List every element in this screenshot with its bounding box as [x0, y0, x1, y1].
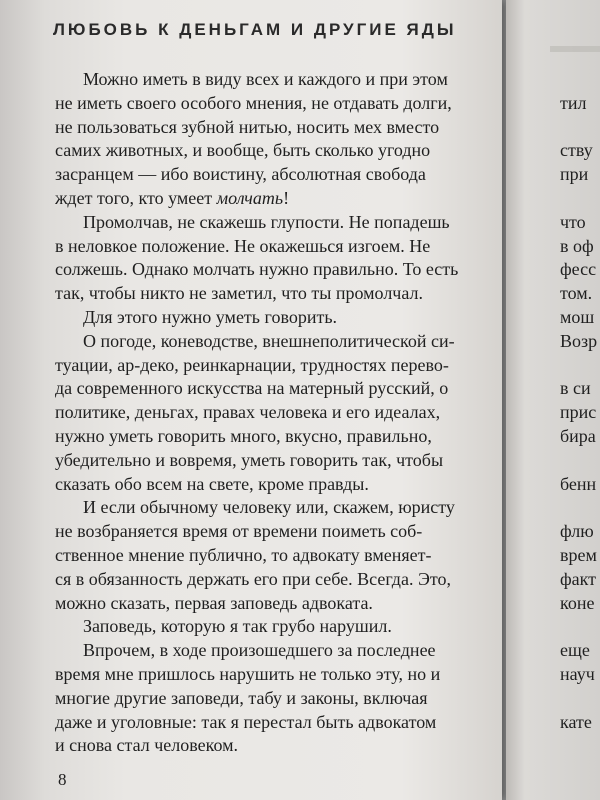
text-line: ся в обязанность держать его при себе. Всегда. Это,: [55, 568, 451, 589]
text-line: ственное мнение публично, то адвокату вменяет-: [55, 544, 432, 565]
text-line: не пользоваться зубной нитью, носить мех вместо: [55, 116, 440, 137]
running-head: ЛЮБОВЬ К ДЕНЬГАМ И ДРУГИЕ ЯДЫ: [53, 20, 457, 39]
facing-text-fragment: [560, 687, 600, 711]
facing-text-fragment: [560, 354, 600, 378]
facing-text-fragment: науч: [560, 663, 595, 684]
text-line: убедительно и вовремя, уметь говорить так, чтобы: [55, 449, 444, 470]
text-line: так, чтобы никто не заметил, что ты промолчал.: [55, 283, 423, 304]
emphasis: молчать: [216, 187, 284, 208]
text-line: туации, ар-деко, реинкарнации, трудностях перево-: [55, 354, 449, 375]
text-line: солжешь. Однако молчать нужно правильно. То есть: [55, 259, 459, 280]
book-page-right: [506, 0, 600, 800]
text-line: не иметь своего особого мнения, не отдавать долги,: [55, 92, 452, 113]
facing-text-fragment: [560, 615, 600, 639]
text-line: да современного искусства на матерный русский, о: [55, 378, 449, 399]
facing-text-fragment: [560, 68, 600, 92]
facing-text-fragment: в оф: [560, 235, 594, 256]
text-line: Для этого нужно уметь говорить.: [83, 306, 338, 327]
facing-text-fragment: ству: [560, 140, 593, 161]
facing-text-fragment: [560, 496, 600, 520]
facing-text-fragment: прис: [560, 402, 597, 423]
facing-text-fragment: том.: [560, 283, 593, 304]
facing-text-fragment: врем: [560, 544, 597, 565]
text-line: время мне пришлось нарушить не только эту, но и: [55, 663, 441, 684]
facing-text-fragment: бира: [560, 425, 596, 446]
text-line: нужно уметь говорить много, вкусно, правильно,: [55, 425, 432, 446]
facing-text-fragment: в си: [560, 378, 591, 399]
text-line: самих животных, и вообще, быть сколько угодно: [55, 140, 431, 161]
text-line: политике, деньгах, правах человека и его идеалах,: [55, 402, 441, 423]
facing-text-fragment: бенн: [560, 473, 597, 494]
facing-text-fragment: коне: [560, 592, 595, 613]
text-line: О погоде, коневодстве, внешнеполитической си-: [83, 330, 455, 351]
text-line: не возбраняется время от времени поиметь соб-: [55, 521, 423, 542]
text-line: Впрочем, в ходе произошедшего за последнее: [83, 640, 436, 661]
facing-text-fragment: фесс: [560, 259, 597, 280]
text-line: засранцем — ибо воистину, абсолютная свобода: [55, 164, 426, 185]
facing-text-fragment: факт: [560, 568, 597, 589]
facing-text-fragment: [560, 449, 600, 473]
text-line: Заповедь, которую я так грубо нарушил.: [83, 616, 392, 637]
text-line: и снова стал человеком.: [55, 735, 238, 756]
facing-text-fragment: Возр: [560, 330, 598, 351]
facing-text-fragment: мош: [560, 306, 595, 327]
text-line: в неловкое положение. Не окажешься изгоем. Не: [55, 235, 431, 256]
text-line: можно сказать, первая заповедь адвоката.: [55, 592, 373, 613]
text-line: Можно иметь в виду всех и каждого и при этом: [83, 69, 448, 89]
text-line: даже и уголовные: так я перестал быть адвокатом: [55, 711, 437, 732]
body-text: [55, 68, 477, 758]
text-line: И если обычному человеку или, скажем, юристу: [83, 497, 455, 518]
facing-text-fragment: при: [560, 164, 589, 185]
facing-text-fragment: тил: [560, 92, 587, 113]
facing-text-fragment: что: [560, 211, 586, 232]
facing-text-fragment: кате: [560, 711, 592, 732]
facing-running-head: [550, 46, 600, 52]
text-line: Промолчав, не скажешь глупости. Не попадешь: [83, 211, 450, 232]
text-line: сказать обо всем на свете, кроме правды.: [55, 473, 369, 494]
text-line: ждет того, кто умеет молчать!: [55, 187, 290, 208]
text-line: многие другие заповеди, табу и законы, включая: [55, 687, 428, 708]
facing-text-fragment: [560, 116, 600, 140]
facing-text-fragment: еще: [560, 640, 590, 661]
facing-page-text: [560, 68, 600, 734]
facing-text-fragment: флю: [560, 521, 594, 542]
facing-text-fragment: [560, 187, 600, 211]
page-number: 8: [58, 770, 67, 789]
